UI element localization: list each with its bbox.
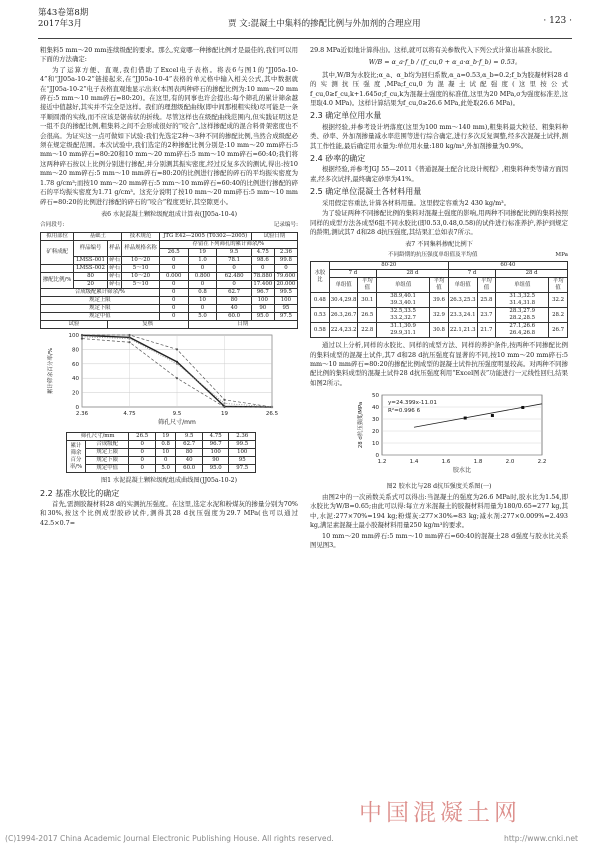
- data-point: [464, 417, 467, 420]
- table-cell: 19: [155, 433, 175, 441]
- section-heading: 2.2 基准水胶比的确定: [40, 488, 120, 498]
- table-cell: JTG E42—2005 (T0302—2005): [159, 232, 251, 240]
- table-cell: 32.5,33.5 33.2,32.7: [377, 308, 430, 323]
- table-cell: 78.1: [217, 256, 251, 264]
- table-cell: 40: [176, 457, 203, 465]
- paragraph: 为了验证两种不同掺配比例的集料对混凝土强度的影响,用两种不同掺配比例的集料按照同样的成型方法各成型6组不同水胶比(即0.53,0.48,0.58)的试件进行标准养护,养护到规定的龄期,测试其7 d和28 d抗压强度,其结果汇总如表7所示。: [310, 209, 568, 236]
- paragraph: 由图2中的一次函数关系式可以得出:当混凝土的强度为26.6 MPa时,胶水比为1.54,即水胶比为W/B=0.65;由此可以得:每立方米混凝土的胶凝材料用量为180/0.65=277 kg,其中,水泥:277×70%=194 kg;粉煤灰:277×30%=83 kg;减水剂:277×0.009%=2.493 kg,满足素混凝土最小胶凝材料用量250 kg/m³的要求。: [310, 492, 568, 530]
- table-cell: 0.800: [188, 272, 217, 280]
- data-point: [128, 341, 130, 343]
- table-cell: 5.0: [155, 465, 175, 473]
- table-cell: 80: [176, 449, 203, 457]
- table-row: [41, 312, 298, 320]
- table-cell: 0: [159, 280, 188, 288]
- table-cell: 0: [217, 264, 251, 272]
- table-cell: 筛孔尺寸/mm: [67, 433, 129, 441]
- table-cell: 10: [188, 296, 217, 304]
- table-cell: 平均值: [477, 278, 496, 293]
- table-cell: 9.5: [176, 433, 203, 441]
- table-cell: 97.5: [229, 465, 256, 473]
- table-cell: 90: [251, 304, 274, 312]
- x-tick-label: 9.5: [172, 410, 182, 417]
- paragraph: 其中,W/B为水胶比;α_a、α_b均为回归系数,α_a=0.53,α_b=0.2;f_b为胶凝材料28 d的实测抗压强度,MPa;f_cu,0为混凝土试配强度(这里按公式f_cu,0≥f_cu,k+1.645σ;f_cu,k为混凝土强度的标准值,这里为20 MPa,σ为强度标准差,这里取4.0 MPa)。这样计算结果为f_cu,0≥26.6 MPa,此处取26.6 MPa)。: [310, 70, 568, 108]
- table-cell: 10～20: [122, 272, 159, 280]
- table-cell: 拟用部位: [41, 232, 74, 240]
- table-cell: 2.36: [229, 433, 256, 441]
- data-point: [491, 414, 494, 417]
- data-point: [176, 348, 178, 350]
- table-cell: 平均值: [430, 278, 449, 293]
- table-cell: 5.0: [188, 312, 217, 320]
- sieve-size-cell: 2.36: [274, 248, 297, 256]
- paragraph: 根据经验,并参考设计坍落度(这里为100 mm～140 mm),粗集料最大粒径、粗集料种类、砂率、外加剂掺量减水率范围等进行综合确定,进行多次反复调整,经多次混凝土试拌,测其工作性能,最后确定用水量为:单位用水量:180 kg/m³,外加剂掺量为0.9%。: [310, 122, 568, 150]
- table-cell: 95.0: [202, 465, 229, 473]
- table-cell: 96.7: [202, 441, 229, 449]
- table-cell: 97.5: [274, 312, 297, 320]
- figure2-svg: [310, 389, 568, 475]
- table-row: [41, 296, 298, 304]
- table-cell: 0.58: [311, 323, 330, 338]
- table-cell: 单组值: [448, 278, 477, 293]
- table-cell: 62.7: [217, 288, 251, 296]
- table-cell: 0: [188, 304, 217, 312]
- table-cell: 0: [129, 449, 156, 457]
- table-cell: 0: [251, 264, 274, 272]
- x-tick-label: 2.2: [537, 459, 547, 466]
- y-tick-label: 50: [372, 393, 379, 400]
- table-cell: 80: [74, 272, 108, 280]
- y-axis-label: 累计筛余百分率/%: [48, 347, 54, 394]
- y-tick-label: 60: [72, 361, 79, 368]
- figure2-caption: 图2 胶水比与28 d抗压强度关系图(一): [386, 482, 492, 490]
- table-cell: 31.1,30.9 29.9,31.1: [377, 323, 430, 338]
- table-cell: 样品编号: [74, 240, 108, 256]
- table-cell: 80: [217, 296, 251, 304]
- x-tick-label: 26.5: [265, 410, 279, 417]
- table-cell: 0: [159, 288, 188, 296]
- footer-url: http://www.cnki.net: [504, 834, 578, 843]
- x-axis-label: 胶水比: [452, 467, 472, 475]
- table6-caption: 表6 水泥混凝土颗粒级配组成计算表(JJ05a-10-4): [100, 210, 238, 218]
- table-cell: 78.880: [251, 272, 274, 280]
- y-tick-label: 80: [72, 347, 79, 354]
- table-cell: 21.7: [477, 323, 496, 338]
- table-cell: 60∶40: [448, 262, 567, 270]
- table-cell: 23.7: [477, 308, 496, 323]
- table-cell: 0.53: [311, 308, 330, 323]
- table-cell: 100: [202, 449, 229, 457]
- y-tick-label: 0: [75, 404, 79, 411]
- paragraph: 根据经验,并参考JGJ 55—2011《普通混凝土配合比设计规程》,粗集料种类等诸方面因素,经多次试拌,最终确定砂率为41%。: [310, 165, 568, 183]
- table-cell: 60.0: [217, 312, 251, 320]
- x-tick-label: 2.0: [505, 459, 515, 466]
- table7-caption2: [310, 251, 568, 260]
- paragraph: 10 mm～20 mm碎石:5 mm～10 mm碎石=60:40的混凝土28 d强度与胶水比关系图见图3。: [310, 531, 568, 549]
- data-point: [128, 337, 130, 339]
- x-axis-label: 筛孔尺寸/mm: [158, 418, 196, 426]
- table-cell: 95: [274, 304, 297, 312]
- table-cell: 5～10: [122, 280, 159, 288]
- table-cell: 38.9,40.1 39.3,40.1: [377, 293, 430, 308]
- paragraph: 首先,需测胶凝材料28 d的实测抗压强度。在这里,选定水泥和粉煤灰的掺量分别为70%和30%,按这个比例成型胶砂试件,测得其28 d抗压强度为29.7 MPa(也可以通过42.5×0.7=: [40, 499, 298, 527]
- figure1-table: [66, 432, 256, 473]
- paragraph: 采用假定容重法,计算各材料用量。这里假定容重为2 430 kg/m³。: [322, 198, 511, 207]
- table-cell: 0: [217, 280, 251, 288]
- running-title: 贾 文:混凝土中集料的掺配比例与外加剂的合理应用: [228, 19, 421, 29]
- table-cell: 0: [188, 264, 217, 272]
- section-heading: 2.4 砂率的确定: [310, 154, 366, 164]
- table-cell: 32.2: [549, 293, 568, 308]
- y-tick-label: 10: [372, 441, 379, 448]
- table-cell: 10: [155, 449, 175, 457]
- table-cell: 合成级配累计筛余/%: [41, 288, 160, 296]
- left-column: [40, 46, 298, 529]
- table-cell: 日期: [188, 320, 297, 328]
- table-cell: 平均值: [549, 278, 568, 293]
- sieve-size-cell: 4.75: [251, 248, 274, 256]
- figure1-svg: [40, 329, 298, 429]
- table-cell: 矿料成配: [41, 240, 74, 264]
- figure1-chart: [40, 329, 298, 432]
- table-cell: 90: [202, 457, 229, 465]
- table-cell: 0: [129, 441, 156, 449]
- section-heading: 2.3 确定单位用水量: [310, 111, 382, 121]
- table-row: [41, 320, 298, 328]
- table-cell: 碎石: [109, 272, 120, 279]
- x-tick-label: 2.36: [75, 410, 89, 417]
- table-cell: 100: [251, 296, 274, 304]
- table-cell: 32.9: [430, 308, 449, 323]
- table-cell: 99.5: [274, 288, 297, 296]
- table-cell: 62.7: [176, 441, 203, 449]
- section-heading: 2.5 确定单位混凝土各材料用量: [310, 187, 422, 197]
- y-tick-label: 40: [72, 375, 79, 382]
- figure2-chart: [310, 389, 568, 478]
- table-cell: 规定上限: [41, 296, 160, 304]
- regression-equation: y=24.399x-11.01: [388, 400, 437, 407]
- table-row: [41, 288, 298, 296]
- table-cell: 技术规范: [122, 232, 159, 240]
- table6: [40, 232, 298, 329]
- table-cell: 存留在下列筛孔的累计筛余/%: [159, 240, 297, 248]
- r-squared-label: R²=0.996 6: [388, 408, 421, 415]
- table-cell: 碎石: [109, 280, 120, 287]
- table-cell: 98.6: [251, 256, 274, 264]
- table-row: [311, 308, 568, 323]
- issue-date: 2017年3月: [38, 19, 83, 29]
- running-header: [38, 6, 572, 39]
- caption-line: 不同龄期的抗压强度单组值及平均值: [387, 251, 478, 258]
- table-cell: 掺配比例/%: [41, 272, 74, 288]
- table-cell: 95: [229, 457, 256, 465]
- issue-info: [38, 8, 88, 30]
- table-cell: 0: [159, 296, 188, 304]
- table-cell: 0: [129, 465, 156, 473]
- table-cell: 规定下限: [86, 457, 129, 465]
- table-cell: 累计筛余百分率/%: [67, 441, 86, 473]
- page-number: · 123 ·: [543, 16, 572, 26]
- data-point: [176, 377, 178, 379]
- table-cell: 规定中值: [86, 465, 129, 473]
- table-cell: 26.5: [358, 308, 377, 323]
- table-cell: 样品: [107, 240, 122, 256]
- table-cell: LMSS-001: [74, 256, 108, 264]
- data-point: [223, 402, 225, 404]
- table-cell: 7 d: [329, 270, 376, 278]
- table-cell: 30.1: [358, 293, 377, 308]
- x-tick-label: 4.75: [123, 410, 136, 417]
- table-cell: 28.2: [549, 308, 568, 323]
- table-cell: 95.0: [251, 312, 274, 320]
- watermark: 中国混凝土网: [359, 800, 521, 826]
- table6-notes: [40, 221, 298, 230]
- sieve-size-cell: 9.5: [217, 248, 251, 256]
- table-cell: 试验日期: [251, 232, 297, 240]
- table-cell: 0.000: [159, 272, 188, 280]
- table7-caption: 表7 不同集料掺配比例下: [405, 241, 473, 249]
- table-cell: 25.8: [477, 293, 496, 308]
- table-row: [41, 280, 298, 288]
- table-cell: 17.400: [251, 280, 274, 288]
- table-cell: 22.4,23.2: [329, 323, 358, 338]
- table-cell: 碎石: [109, 264, 120, 271]
- table-cell: 复核: [107, 320, 188, 328]
- table-cell: 20.000: [274, 280, 297, 288]
- table-cell: 0: [159, 312, 188, 320]
- table-cell: 单组值: [377, 278, 430, 293]
- table-cell: 0: [155, 457, 175, 465]
- table-cell: 23.3,24.1: [448, 308, 477, 323]
- data-point: [521, 406, 524, 409]
- table-cell: 20: [74, 280, 108, 288]
- table-row: [311, 293, 568, 308]
- sieve-size-cell: 26.5: [159, 248, 188, 256]
- table-cell: 水胶比: [311, 262, 330, 293]
- data-point: [81, 335, 83, 337]
- table-cell: 79.600: [274, 272, 297, 280]
- table-cell: 0.8: [155, 441, 175, 449]
- table-row: [41, 256, 298, 264]
- x-tick-label: 19: [221, 410, 228, 417]
- table-cell: 99.8: [274, 256, 297, 264]
- table-cell: 0.8: [188, 288, 217, 296]
- figure1-caption: 图1 水泥混凝土颗粒级配组成曲线图(JJ05a-10-2): [100, 477, 238, 485]
- data-point: [176, 360, 178, 362]
- table-cell: 30.8: [430, 323, 449, 338]
- table-row: [41, 304, 298, 312]
- x-tick-label: 1.2: [377, 459, 387, 466]
- y-axis-label: 28 d抗压强度/MPa: [358, 401, 364, 449]
- table-cell: 31.3,32.5 31.4,31.8: [496, 293, 549, 308]
- table-cell: 0: [274, 264, 297, 272]
- paragraph: 29.8 MPa近似地计算得出)。这样,就可以将有关参数代入下列公式计算出基准水胶比。: [310, 46, 557, 54]
- x-tick-label: 1.6: [441, 459, 451, 466]
- table-cell: 28 d: [496, 270, 568, 278]
- table-cell: 26.3,26.7: [329, 308, 358, 323]
- table-row: [41, 264, 298, 272]
- table-cell: 碎石: [109, 256, 120, 263]
- sieve-size-cell: 19: [188, 248, 217, 256]
- x-tick-label: 1.8: [473, 459, 483, 466]
- formula: W/B = α_a·f_b / (f_cu,0 + α_a·α_b·f_b) = 0.53。: [368, 58, 522, 67]
- paragraph: 为了运算方便、直观,我们借助了Excel电子表格。将表6与图1的“JJ05a-10-4”和“JJ05a-10-2”链接起来,在“JJ05a-10-4”表格的单元格中输入相关公式,其中数据就在“JJ05a-10-2”电子表格直观地显示出来(本图表两种碎石的掺配比例为:10 mm～20 mm碎石:5 mm～10 mm碎石=80:20)。在这里,有的同事也许会提出:每个筛孔的累计筛余越接近中值越好,其实并不完全是这样。我们的理想级配曲线(即中间那根粗实线)尽可能是一条平顺圆滑的实线,而不应该是锯齿状的折线。尽管这样也在级配曲线范围内,但实践证明这是一组不良的掺配比例,粗集料之间不会形成很好的“咬合”,这样掺配成的混合料骨架密度也不会很高。为证实这一点可做如下试验:我们先选定2种～3种不同的掺配比例,当然合成级配必须在规定级配范围。本次试验中,我们选定的2种掺配比例分别是:10 mm～20 mm碎石:5 mm～10 mm碎石=80:20和10 mm～20 mm碎石:5 mm～10 mm碎石=60:40;我们将这两种碎石按以上比例分别进行掺配,并分别测其振实密度,经过反复多次的测试,得出:按10 mm～20 mm碎石:5 mm～10 mm碎石=80:20的比例进行掺配的碎石的平均振实密度为1.78 g/cm³;而按10 mm～20 mm碎石:5 mm～10 mm碎石=60:40的比例进行掺配的碎石的平均振实密度为1.71 g/cm³。这充分说明了按10 mm～20 mm碎石:5 mm～10 mm碎石=80:20的比例进行掺配的碎石的“咬合”程度更好,其空隙更小。: [40, 65, 298, 206]
- y-tick-label: 0: [375, 453, 379, 460]
- contract-label: 合同段号:: [40, 222, 65, 229]
- table-cell: 22.1,21.3: [448, 323, 477, 338]
- table-cell: 样品规格名称: [122, 240, 159, 256]
- table-cell: 规定上限: [86, 449, 129, 457]
- table-cell: 0.48: [311, 293, 330, 308]
- data-point: [223, 406, 225, 408]
- table-cell: 1.0: [188, 256, 217, 264]
- table-cell: 0: [159, 264, 188, 272]
- paragraph: 粗集料5 mm～20 mm连续级配的要求。那么,究竟哪一种掺配比例才是最佳的,我们可以用下面的方法确定:: [40, 46, 298, 64]
- table-cell: 80∶20: [329, 262, 448, 270]
- table-cell: 平均值: [358, 278, 377, 293]
- data-point: [271, 406, 273, 408]
- table-cell: 5～10: [122, 264, 159, 272]
- table7: [310, 261, 568, 338]
- table-cell: 规定下限: [41, 304, 160, 312]
- table-cell: 单组值: [496, 278, 549, 293]
- table-cell: 26.7: [549, 323, 568, 338]
- y-tick-label: 100: [68, 332, 79, 339]
- y-tick-label: 20: [372, 429, 379, 436]
- data-point: [223, 398, 225, 400]
- table-cell: 62.480: [217, 272, 251, 280]
- table-cell: 28.3,27.9 28.2,28.5: [496, 308, 549, 323]
- table-cell: 26.5: [129, 433, 156, 441]
- table-cell: 7 d: [448, 270, 495, 278]
- table-cell: 100: [229, 449, 256, 457]
- volume-issue: 第43卷第8期: [38, 8, 89, 18]
- table-cell: [41, 264, 74, 272]
- data-point: [128, 334, 130, 336]
- table-cell: 22.8: [358, 323, 377, 338]
- record-label: 记录编号:: [273, 222, 298, 229]
- table-cell: 30.4,29.8: [329, 293, 358, 308]
- table-cell: 40: [217, 304, 251, 312]
- table-cell: 0: [129, 457, 156, 465]
- table-cell: 27.1,26.6 26.4,26.8: [496, 323, 549, 338]
- copyright-line: (C)1994-2017 China Academic Journal Electronic Publishing House. All rights reserved.: [5, 834, 334, 843]
- table-cell: 4.75: [202, 433, 229, 441]
- table-row: [41, 272, 298, 280]
- y-tick-label: 30: [372, 417, 379, 424]
- table-cell: 试验: [41, 320, 108, 328]
- table-cell: 60.0: [176, 465, 203, 473]
- table-cell: 规定中值: [41, 312, 160, 320]
- table-cell: 0: [188, 280, 217, 288]
- x-tick-label: 1.4: [409, 459, 419, 466]
- table-cell: 99.5: [229, 441, 256, 449]
- y-tick-label: 20: [72, 390, 79, 397]
- table-cell: 39.6: [430, 293, 449, 308]
- table-cell: 26.3,25.3: [448, 293, 477, 308]
- table-cell: 100: [274, 296, 297, 304]
- unit-label: MPa: [555, 251, 568, 258]
- table-row: [311, 323, 568, 338]
- footer: [0, 826, 600, 848]
- table-cell: 合成级配: [86, 441, 129, 449]
- paragraph: 通过以上分析,同样的水胶比、同样的成型方法、同样的养护条件,按两种不同掺配比例的集料成型的混凝土试件,其7 d和28 d抗压强度有显著的不同,按10 mm～20 mm碎石:5 mm～10 mm碎石=80:20的掺配比例成型的混凝土试件抗压强度明显较高。对两种不同掺配比例的集料成型的混凝土试件28 d抗压强度利用“Excel图表”功能进行一元线性回归,结果如图2所示。: [310, 341, 568, 387]
- table-cell: 10～20: [122, 256, 159, 264]
- table-cell: 0: [159, 256, 188, 264]
- table-cell: 基础土: [74, 232, 122, 240]
- table-cell: LMSS-002: [74, 264, 108, 272]
- table-cell: 96.7: [251, 288, 274, 296]
- right-column: [310, 46, 568, 551]
- table-cell: 单组值: [329, 278, 358, 293]
- table-cell: 28 d: [377, 270, 449, 278]
- y-tick-label: 40: [372, 405, 379, 412]
- data-point: [176, 362, 178, 364]
- table-cell: 0: [159, 304, 188, 312]
